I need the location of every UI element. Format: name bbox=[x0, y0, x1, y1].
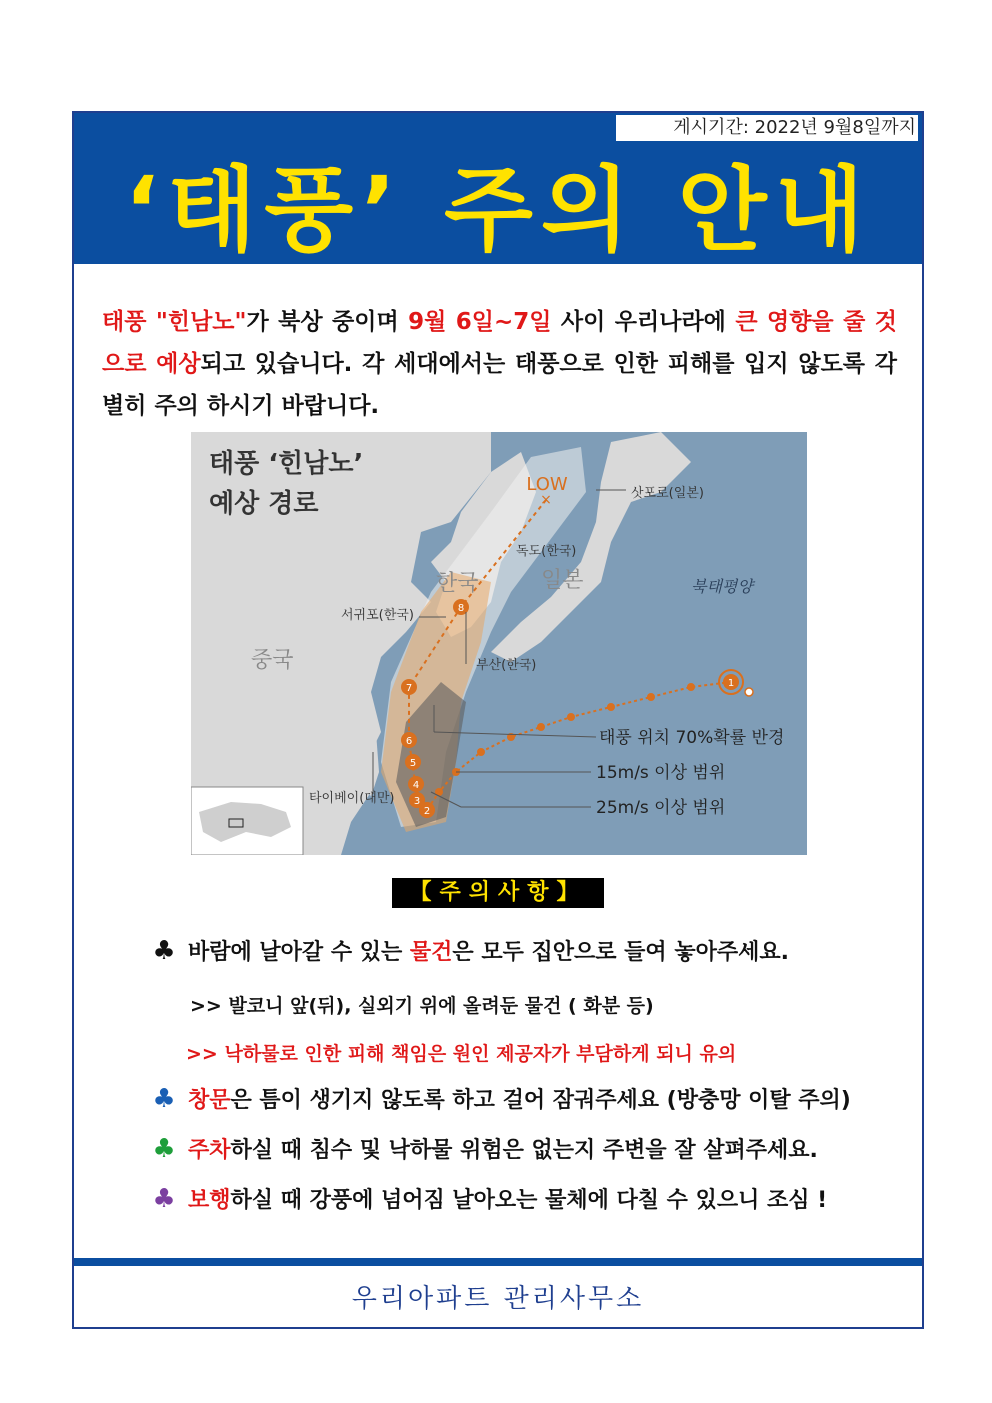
impact-warning: 큰 영향을 줄 것으로 예상 bbox=[102, 309, 897, 377]
intro-text-2: 사이 우리나라에 bbox=[551, 309, 736, 335]
label-korea: 한국 bbox=[436, 571, 479, 596]
footer-divider bbox=[74, 1258, 922, 1266]
point-4: 4 bbox=[412, 780, 420, 791]
item1-highlight: 물건 bbox=[409, 940, 453, 965]
label-sapporo: 삿포로(일본) bbox=[631, 486, 704, 501]
notice-item-3 bbox=[150, 1133, 818, 1164]
club-icon: ♣ bbox=[152, 936, 176, 966]
typhoon-route-map bbox=[191, 432, 807, 855]
point-1: 1 bbox=[727, 678, 735, 689]
map-low-label: LOW bbox=[526, 474, 568, 495]
svg-text:×: × bbox=[540, 492, 552, 508]
header-banner bbox=[74, 113, 922, 264]
item3-highlight: 주차 bbox=[188, 1138, 231, 1163]
label-china: 중국 bbox=[251, 648, 294, 673]
typhoon-name: 태풍 "힌남노" bbox=[102, 309, 247, 335]
point-2: 2 bbox=[423, 806, 431, 817]
notice-sub-1: >> 발코니 앞(뒤), 실외기 위에 올려둔 물건 ( 화분 등) bbox=[190, 995, 654, 1017]
item1-text-a: 바람에 날아갈 수 있는 bbox=[188, 940, 410, 965]
item2-highlight: 창문 bbox=[188, 1088, 231, 1113]
notice-sub-2: >> 낙하물로 인한 피해 책임은 원인 제공자가 부담하게 되니 유의 bbox=[186, 1043, 737, 1065]
item2-text: 은 틈이 생기지 않도록 하고 걸어 잠궈주세요 (방충망 이탈 주의) bbox=[230, 1088, 851, 1113]
map-title-1: 태풍 ‘힌남노’ bbox=[209, 449, 364, 479]
label-dokdo: 독도(한국) bbox=[516, 544, 577, 559]
point-7: 7 bbox=[405, 683, 413, 694]
club-icon: ♣ bbox=[152, 1134, 176, 1164]
notice-heading: 【주의사항】 bbox=[392, 878, 604, 908]
label-japan: 일본 bbox=[541, 568, 584, 593]
notice-item-4 bbox=[150, 1183, 827, 1214]
point-3: 3 bbox=[413, 796, 421, 807]
point-8: 8 bbox=[457, 603, 465, 614]
item4-highlight: 보행 bbox=[188, 1188, 231, 1213]
legend-wind15: 15m/s 이상 범위 bbox=[596, 763, 726, 783]
intro-text-1: 가 북상 중이며 bbox=[246, 309, 409, 335]
intro-text-3: 되고 있습니다. 각 세대에서는 태풍으로 인한 피해를 입지 않도록 각별히 주의 하시기 바랍니다. bbox=[102, 351, 897, 419]
posting-period: 게시기간: 2022년 9월8일까지 bbox=[616, 115, 918, 141]
legend-radius70: 태풍 위치 70%확률 반경 bbox=[599, 728, 785, 748]
item3-text: 하실 때 침수 및 낙하물 위험은 없는지 주변을 잘 살펴주세요. bbox=[230, 1138, 818, 1163]
item4-text: 하실 때 강풍에 넘어짐 날아오는 물체에 다칠 수 있으니 조심 ! bbox=[230, 1188, 828, 1213]
club-icon: ♣ bbox=[152, 1084, 176, 1114]
notice-frame bbox=[72, 111, 924, 1329]
club-icon: ♣ bbox=[152, 1184, 176, 1214]
intro-paragraph bbox=[102, 301, 897, 427]
point-6: 6 bbox=[405, 736, 413, 747]
label-pacific: 북태평양 bbox=[691, 577, 753, 596]
office-name: 우리아파트 관리사무소 bbox=[351, 1284, 645, 1314]
item1-text-b: 은 모두 집안으로 들여 놓아주세요. bbox=[452, 940, 789, 965]
legend-wind25: 25m/s 이상 범위 bbox=[596, 798, 726, 818]
label-seogwipo: 서귀포(한국) bbox=[341, 608, 414, 623]
label-busan: 부산(한국) bbox=[476, 658, 537, 673]
notice-item-1 bbox=[150, 935, 789, 966]
date-range: 9월 6일~7일 bbox=[408, 309, 552, 335]
notice-item-2 bbox=[150, 1083, 851, 1114]
label-taipei: 타이베이(대만) bbox=[309, 791, 395, 806]
point-5: 5 bbox=[409, 758, 417, 769]
page-title: ‘태풍’ 주의 안내 bbox=[124, 157, 872, 264]
map-title-2: 예상 경로 bbox=[209, 489, 319, 519]
